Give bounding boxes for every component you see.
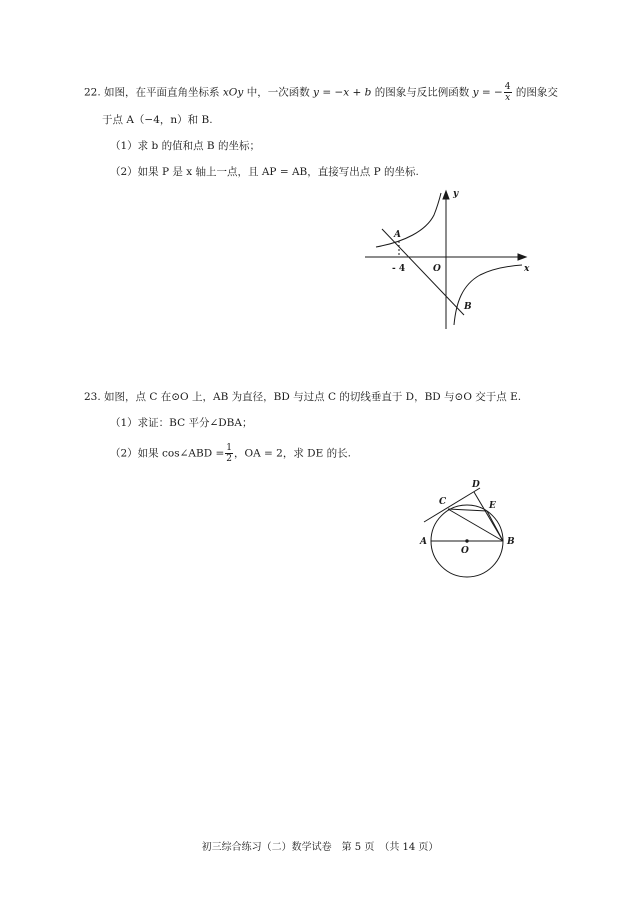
q22-label-o: O bbox=[433, 264, 441, 274]
q23-part2-b: ，OA = 2，求 DE 的长. bbox=[234, 447, 351, 460]
q22-label-neg4: - 4 bbox=[392, 264, 406, 274]
q22-hyperbola-left bbox=[376, 193, 441, 247]
q22-inverse-lhs: y = − bbox=[472, 86, 503, 99]
q22-text-1c: 的图象与反比例函数 bbox=[371, 86, 473, 99]
q23-label-c: C bbox=[439, 497, 447, 507]
q23-part2 bbox=[110, 443, 351, 464]
q23-cos-denominator: 2 bbox=[226, 454, 232, 464]
q23-label-a: A bbox=[420, 537, 427, 547]
q23-figure bbox=[410, 475, 530, 585]
q23-part2-a: （2）如果 cos∠ABD = bbox=[110, 447, 225, 460]
q23-label-d: D bbox=[472, 480, 480, 490]
q23-label-e: E bbox=[489, 501, 496, 511]
q23-label-o: O bbox=[461, 546, 469, 556]
q22-x-arrow bbox=[518, 254, 526, 260]
q22-inverse-fraction bbox=[504, 82, 512, 103]
page-footer: 初三综合练习（二）数学试卷 第 5 页 （共 14 页） bbox=[201, 842, 439, 853]
q22-text-1d: 的图象交 bbox=[512, 86, 558, 99]
q22-line1 bbox=[84, 82, 558, 103]
q22-text-1a: 如图，在平面直角坐标系 bbox=[104, 86, 223, 99]
q23-segment-ce bbox=[448, 509, 487, 511]
q22-line-equation: y = −x + b bbox=[313, 86, 372, 99]
q22-part2: （2）如果 P 是 x 轴上一点，且 AP = AB，直接写出点 P 的坐标. bbox=[110, 166, 419, 178]
q22-inverse-numerator: 4 bbox=[504, 82, 511, 92]
q22-number: 22. bbox=[84, 86, 101, 99]
q23-cos-numerator: 1 bbox=[226, 443, 232, 453]
q23-label-b: B bbox=[507, 537, 515, 547]
q22-part1: （1）求 b 的值和点 B 的坐标； bbox=[110, 140, 260, 152]
q23-part1: （1）求证：BC 平分∠DBA； bbox=[110, 417, 253, 429]
q22-label-y: y bbox=[453, 189, 459, 199]
q22-label-b: B bbox=[464, 302, 472, 312]
q22-line2: 于点 A（−4，n）和 B. bbox=[102, 114, 213, 126]
q23-line1 bbox=[84, 390, 521, 404]
q23-text-1: 如图，点 C 在⊙O 上，AB 为直径，BD 与过点 C 的切线垂直于 D，BD 与⊙O 交于点 E. bbox=[104, 391, 522, 403]
q22-label-a: A bbox=[394, 230, 401, 240]
q22-label-x: x bbox=[524, 264, 530, 274]
q22-xoy: xOy bbox=[222, 86, 244, 99]
q22-figure bbox=[360, 185, 540, 335]
q22-text-1b: 中，一次函数 bbox=[243, 86, 314, 99]
q23-number: 23. bbox=[84, 391, 101, 403]
q22-y-arrow bbox=[443, 191, 449, 199]
q22-inverse-denominator: x bbox=[505, 93, 511, 103]
q23-cos-fraction bbox=[225, 443, 233, 464]
q22-hyperbola-right bbox=[454, 265, 522, 325]
q23-center-dot bbox=[466, 540, 468, 542]
